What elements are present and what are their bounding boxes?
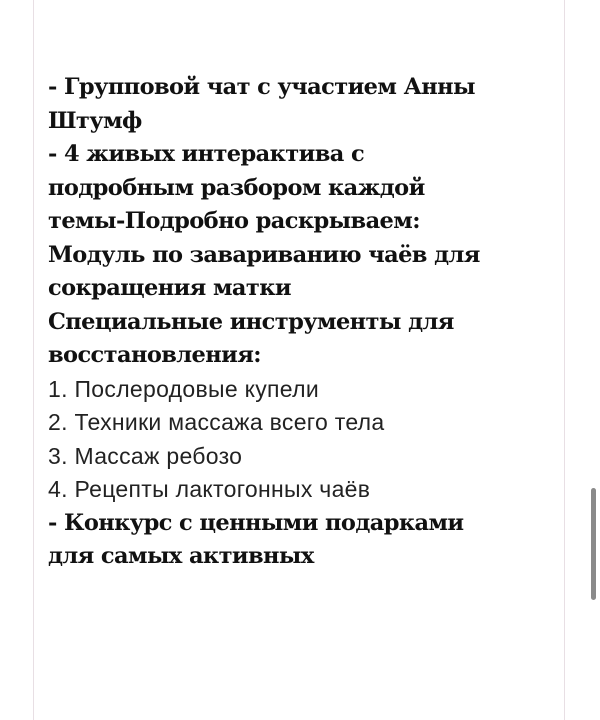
text-line: подробным разбором каждой — [48, 174, 425, 201]
text-line: - Групповой чат с участием Анны — [48, 74, 475, 100]
text-line: Модуль по завариванию чаёв для — [48, 241, 480, 268]
list-item: 4. Рецепты лактогонных чаёв — [48, 476, 371, 502]
list-item: 3. Массаж ребозо — [48, 442, 243, 469]
text-line: Штумф — [48, 107, 142, 134]
text-line: - 4 живых интерактива с — [48, 141, 365, 167]
text-line: темы-Подробно раскрываем: — [48, 208, 420, 234]
text-line: восстановления: — [48, 342, 261, 368]
text-line: сокращения матки — [48, 275, 291, 301]
text-line: для самых активных — [48, 543, 314, 569]
scrollbar-thumb[interactable] — [591, 488, 596, 600]
text-block — [48, 71, 518, 574]
text-line: - Конкурс с ценными подарками — [48, 509, 464, 536]
text-line: Специальные инструменты для — [48, 308, 454, 335]
list-item: 1. Послеродовые купели — [48, 375, 319, 402]
list-item: 2. Техники массажа всего тела — [48, 409, 385, 435]
